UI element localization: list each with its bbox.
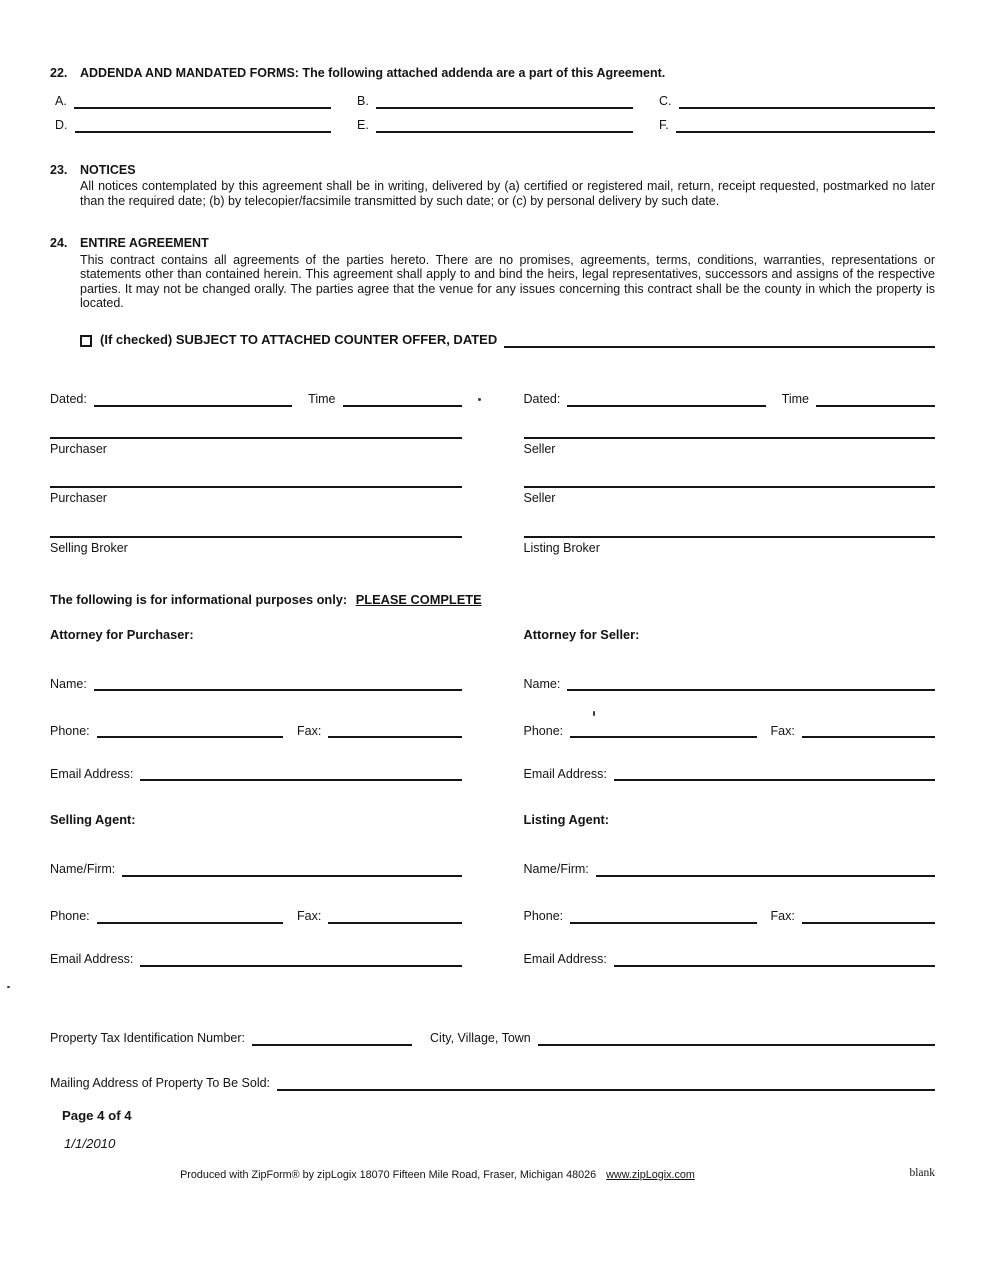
addendum-c bbox=[659, 94, 935, 109]
addendum-f bbox=[659, 118, 935, 133]
phone-label: Phone: bbox=[523, 723, 564, 738]
purchaser-1-signature-line[interactable] bbox=[50, 437, 462, 439]
purchaser-1-label: Purchaser bbox=[50, 441, 107, 456]
section-22 bbox=[50, 66, 935, 81]
addendum-e-label: E. bbox=[357, 118, 369, 132]
time-label: Time bbox=[781, 392, 809, 406]
city-village-town-label: City, Village, Town bbox=[430, 1031, 531, 1045]
seller-1-label: Seller bbox=[523, 441, 556, 456]
section-24 bbox=[50, 236, 935, 311]
purchaser-attorney-phone-row bbox=[50, 723, 462, 738]
dated-label: Dated: bbox=[523, 392, 561, 406]
ziplogix-link[interactable]: www.zipLogix.com bbox=[606, 1168, 695, 1181]
selling-agent-email-line[interactable] bbox=[140, 952, 461, 967]
blank-label: blank bbox=[909, 1166, 935, 1179]
seller-attorney-phone-row bbox=[524, 723, 936, 738]
listing-agent-phone-row bbox=[524, 909, 936, 924]
produced-with-line bbox=[0, 1168, 880, 1183]
counter-offer-label: (If checked) SUBJECT TO ATTACHED COUNTER OFFER, DATED bbox=[100, 332, 498, 347]
section-23-heading: NOTICES bbox=[80, 162, 136, 177]
addenda-grid bbox=[55, 94, 935, 133]
phone-label: Phone: bbox=[50, 723, 90, 738]
scan-artifact-speck bbox=[7, 986, 10, 988]
section-22-body bbox=[80, 66, 935, 81]
mailing-address-label: Mailing Address of Property To Be Sold: bbox=[50, 1076, 271, 1090]
seller-1-signature-line[interactable] bbox=[524, 437, 936, 439]
informational-intro-text: The following is for informational purposes only: bbox=[50, 592, 348, 607]
addendum-b-label: B. bbox=[357, 94, 369, 108]
counter-offer-row bbox=[80, 333, 935, 348]
counter-offer-checkbox[interactable] bbox=[80, 335, 92, 347]
addendum-e-line[interactable] bbox=[376, 118, 633, 133]
informational-intro bbox=[50, 593, 935, 608]
dated-label: Dated: bbox=[50, 392, 87, 406]
addendum-c-line[interactable] bbox=[679, 94, 936, 109]
listing-broker-label: Listing Broker bbox=[523, 540, 600, 555]
signature-area bbox=[50, 392, 935, 556]
seller-attorney-email-line[interactable] bbox=[614, 766, 935, 781]
section-24-text: This contract contains all agreements of the parties hereto. There are no promises, agreements, terms, conditions, warranties, representations or statements other than contained herein. This agreement shall apply to and bind the heirs, legal representatives, successors and assigns of the respective parties. It may not be changed orally. The parties agree that the venue for any issues concerning this contract shall be the county in which the property is located. bbox=[80, 252, 935, 310]
informational-grid bbox=[50, 628, 935, 967]
listing-agent-name-line[interactable] bbox=[596, 862, 935, 877]
section-23 bbox=[50, 163, 935, 209]
produced-with-text: Produced with ZipForm® by zipLogix 18070 Fifteen Mile Road, Fraser, Michigan 48026 bbox=[180, 1168, 597, 1181]
seller-dated-line[interactable] bbox=[567, 392, 765, 407]
name-label: Name: bbox=[523, 676, 561, 691]
section-23-number: 23. bbox=[50, 162, 68, 177]
purchaser-attorney-email-row bbox=[50, 766, 462, 781]
email-label: Email Address: bbox=[523, 766, 607, 781]
section-22-number: 22. bbox=[50, 66, 68, 80]
seller-attorney-email-row bbox=[524, 766, 936, 781]
listing-agent-email-line[interactable] bbox=[614, 952, 935, 967]
mailing-address-line[interactable] bbox=[277, 1076, 935, 1091]
section-24-body bbox=[80, 236, 935, 311]
section-22-heading: ADDENDA AND MANDATED FORMS: The following attached addenda are a part of this Agreement. bbox=[80, 66, 666, 80]
seller-attorney-phone-line[interactable] bbox=[570, 723, 756, 738]
scan-artifact-mark bbox=[593, 711, 595, 716]
addendum-f-line[interactable] bbox=[676, 118, 935, 133]
listing-broker-signature-line[interactable] bbox=[524, 536, 936, 538]
city-village-town-line[interactable] bbox=[538, 1031, 935, 1046]
property-tax-row bbox=[50, 1031, 935, 1046]
seller-signature-column bbox=[524, 392, 936, 556]
seller-2-signature bbox=[524, 456, 936, 506]
addendum-a-line[interactable] bbox=[74, 94, 331, 109]
name-firm-label: Name/Firm: bbox=[523, 862, 589, 876]
seller-2-label: Seller bbox=[523, 491, 556, 505]
addendum-d bbox=[55, 118, 331, 133]
seller-1-signature bbox=[524, 407, 936, 457]
seller-time-line[interactable] bbox=[816, 392, 935, 407]
addendum-c-label: C. bbox=[659, 94, 672, 108]
seller-attorney-name-line[interactable] bbox=[567, 676, 935, 691]
fax-label: Fax: bbox=[297, 723, 322, 738]
selling-broker-label: Selling Broker bbox=[50, 540, 128, 555]
email-label: Email Address: bbox=[50, 766, 134, 781]
page-number: Page 4 of 4 bbox=[62, 1107, 132, 1123]
seller-dated-row bbox=[524, 392, 936, 407]
selling-agent-phone-row bbox=[50, 909, 462, 924]
listing-agent-name-row bbox=[524, 862, 936, 877]
listing-agent-heading: Listing Agent: bbox=[523, 812, 610, 827]
purchaser-dated-row bbox=[50, 392, 462, 407]
purchaser-2-signature bbox=[50, 456, 462, 506]
purchaser-attorney-email-line[interactable] bbox=[140, 766, 461, 781]
purchaser-dated-line[interactable] bbox=[94, 392, 292, 407]
fax-label: Fax: bbox=[297, 909, 322, 923]
listing-broker-signature bbox=[524, 506, 936, 556]
purchaser-attorney-phone-line[interactable] bbox=[97, 723, 283, 738]
email-label: Email Address: bbox=[523, 952, 607, 966]
selling-agent-heading: Selling Agent: bbox=[50, 812, 136, 827]
attorney-for-seller-heading: Attorney for Seller: bbox=[523, 626, 640, 642]
seller-2-signature-line[interactable] bbox=[524, 486, 936, 488]
seller-info-column bbox=[524, 628, 936, 967]
selling-agent-fax-line[interactable] bbox=[328, 909, 461, 924]
property-tax-id-line[interactable] bbox=[252, 1031, 412, 1046]
section-23-body bbox=[80, 163, 935, 209]
scan-artifact-dot bbox=[478, 398, 481, 401]
addendum-f-label: F. bbox=[659, 118, 669, 132]
email-label: Email Address: bbox=[50, 952, 134, 966]
addendum-d-label: D. bbox=[55, 118, 68, 132]
footer-row bbox=[50, 1168, 935, 1183]
name-label: Name: bbox=[50, 676, 87, 691]
attorney-for-purchaser-heading: Attorney for Purchaser: bbox=[50, 626, 194, 642]
addendum-b bbox=[357, 94, 633, 109]
seller-attorney-name-row bbox=[524, 676, 936, 691]
fax-label: Fax: bbox=[770, 909, 795, 923]
selling-agent-email-row bbox=[50, 952, 462, 967]
selling-agent-phone-line[interactable] bbox=[97, 909, 283, 924]
section-23-text: All notices contemplated by this agreement shall be in writing, delivered by (a) certified or registered mail, return, receipt requested, postmarked no later than the required date; (b) by telecopier/facsimile transmitted by such date; or (c) by personal delivery by such date. bbox=[80, 179, 935, 208]
purchaser-2-signature-line[interactable] bbox=[50, 486, 462, 488]
revision-date: 1/1/2010 bbox=[64, 1136, 116, 1151]
time-label: Time bbox=[308, 392, 336, 406]
selling-broker-signature-line[interactable] bbox=[50, 536, 462, 538]
selling-broker-signature bbox=[50, 506, 462, 556]
addendum-a bbox=[55, 94, 331, 109]
purchaser-2-label: Purchaser bbox=[50, 491, 107, 505]
selling-agent-name-line[interactable] bbox=[122, 862, 461, 877]
mailing-address-row bbox=[50, 1076, 935, 1091]
property-tax-id-label: Property Tax Identification Number: bbox=[50, 1031, 246, 1045]
addendum-b-line[interactable] bbox=[376, 94, 633, 109]
counter-offer-date-line[interactable] bbox=[504, 333, 935, 348]
addendum-a-label: A. bbox=[55, 94, 67, 108]
listing-agent-fax-line[interactable] bbox=[802, 909, 935, 924]
purchaser-info-column bbox=[50, 628, 462, 967]
phone-label: Phone: bbox=[50, 909, 90, 923]
phone-label: Phone: bbox=[523, 909, 564, 923]
purchaser-attorney-name-row bbox=[50, 676, 462, 691]
purchaser-time-line[interactable] bbox=[343, 392, 462, 407]
purchaser-attorney-fax-line[interactable] bbox=[328, 723, 461, 738]
please-complete-text: PLEASE COMPLETE bbox=[355, 592, 482, 607]
section-24-heading: ENTIRE AGREEMENT bbox=[80, 236, 209, 250]
listing-agent-phone-line[interactable] bbox=[570, 909, 756, 924]
addendum-e bbox=[357, 118, 633, 133]
purchaser-attorney-name-line[interactable] bbox=[94, 676, 462, 691]
addendum-d-line[interactable] bbox=[75, 118, 332, 133]
purchaser-1-signature bbox=[50, 407, 462, 457]
selling-agent-name-row bbox=[50, 862, 462, 877]
purchaser-signature-column bbox=[50, 392, 462, 556]
name-firm-label: Name/Firm: bbox=[50, 862, 116, 876]
section-24-number: 24. bbox=[50, 236, 68, 250]
listing-agent-email-row bbox=[524, 952, 936, 967]
seller-attorney-fax-line[interactable] bbox=[802, 723, 935, 738]
fax-label: Fax: bbox=[770, 723, 795, 738]
